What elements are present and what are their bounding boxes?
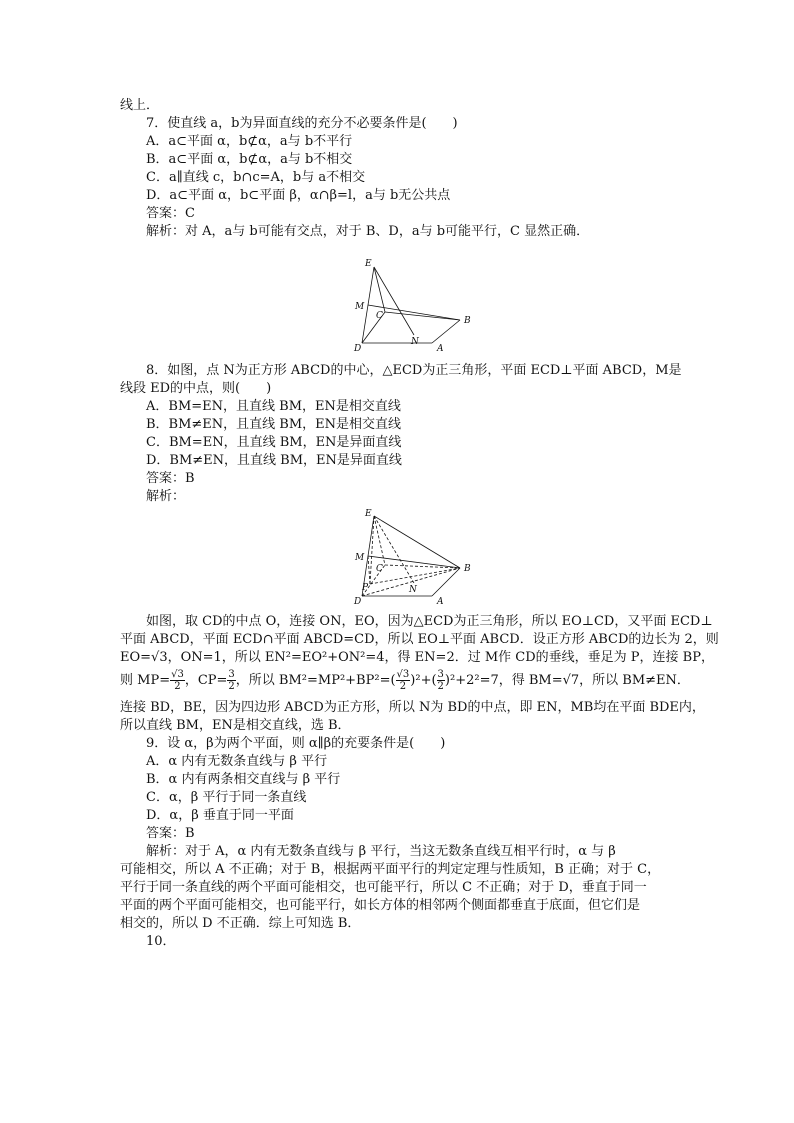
question-9: 9．设 α，β为两个平面，则 α∥β的充要条件是( ) <box>146 736 446 751</box>
fraction-numerator: √3 <box>171 669 184 680</box>
label-M: M <box>355 302 365 312</box>
fraction-numerator: 3 <box>228 669 235 680</box>
label-E: E <box>365 509 372 519</box>
fraction-numerator: √3 <box>396 669 410 680</box>
analysis-8-formula-line <box>120 668 690 694</box>
label-N: N <box>409 585 417 595</box>
option-7a: A．a⊂平面 α，b⊄α，a与 b不平行 <box>146 134 353 149</box>
label-M: M <box>355 553 365 563</box>
analysis-8-line-6: 所以直线 BM，EN是相交直线，选 B． <box>120 718 351 733</box>
fraction-denominator: 2 <box>228 681 235 692</box>
analysis-8-line-5: 连接 BD，BE，因为四边形 ABCD为正方形，所以 N为 BD的中点，即 EN，MB均在平面 BDE内， <box>120 700 705 715</box>
label-D: D <box>354 344 362 354</box>
analysis-8-line-2: 平面 ABCD，平面 ECD∩平面 ABCD=CD，所以 EO⊥平面 ABCD．设正方形 ABCD的边长为 2，则 <box>120 632 719 647</box>
option-8d: D．BM≠EN，且直线 BM，EN是异面直线 <box>146 453 402 468</box>
fraction-3-over-2 <box>437 669 445 692</box>
fraction-denominator: 2 <box>174 681 181 692</box>
text-line: 线上． <box>120 98 160 113</box>
fraction-denominator: 2 <box>437 681 444 692</box>
analysis-9-line-3: 平行于同一条直线的两个平面可能相交，也可能平行，所以 C 不正确；对于 D，垂直于同一 <box>120 880 647 895</box>
analysis-8-line-3: EO=√3，ON=1，所以 EN²=EO²+ON²=4，得 EN=2．过 M作 CD的垂线，垂足为 P，连接 BP， <box>120 650 714 665</box>
option-9a: A．α 内有无数条直线与 β 平行 <box>146 754 328 769</box>
fraction-denominator: 2 <box>399 681 407 692</box>
question-8-cont: 线段 ED的中点，则( ) <box>120 381 272 396</box>
question-7: 7．使直线 a，b为异面直线的充分不必要条件是( ) <box>146 116 458 131</box>
figure-2 <box>345 508 480 608</box>
label-A: A <box>437 597 444 607</box>
option-9b: B．α 内有两条相交直线与 β 平行 <box>146 772 341 787</box>
option-9d: D．α，β 垂直于同一平面 <box>146 808 294 823</box>
formula-tail: )²+2²=7，得 BM=√7，所以 BM≠EN． <box>444 673 690 688</box>
option-7b: B．a⊂平面 α，b⊄α，a与 b不相交 <box>146 152 353 167</box>
option-8a: A．BM=EN，且直线 BM，EN是相交直线 <box>146 399 401 414</box>
label-E: E <box>365 259 372 269</box>
fraction-root3-over-2 <box>396 669 411 692</box>
label-A: A <box>437 344 444 354</box>
option-7d: D．a⊂平面 α，b⊂平面 β，α∩β=l，a与 b无公共点 <box>146 188 451 203</box>
label-P: P <box>362 583 369 593</box>
label-B: B <box>464 564 471 574</box>
label-B: B <box>464 316 471 326</box>
question-8: 8．如图，点 N为正方形 ABCD的中心，△ECD为正三角形，平面 ECD⊥平面 ABCD，M是 <box>146 363 682 378</box>
fraction-cp <box>227 669 235 692</box>
fraction-numerator: 3 <box>437 669 444 680</box>
analysis-9-line-1: 解析：对于 A，α 内有无数条直线与 β 平行，当这无数条直线互相平行时，α 与 β <box>146 844 616 859</box>
question-10: 10． <box>146 934 176 949</box>
formula-prefix: 则 MP= <box>120 673 171 688</box>
formula-text: ，所以 BM²=MP²+BP²=( <box>235 673 396 688</box>
analysis-9-line-4: 平面的两个平面可能相交，也可能平行，如长方体的相邻两个侧面都垂直于底面，但它们是 <box>120 898 641 913</box>
fraction-mp <box>170 669 185 692</box>
option-9c: C．α，β 平行于同一条直线 <box>146 790 307 805</box>
answer-8: 答案：B <box>146 471 195 486</box>
label-C: C <box>376 564 383 574</box>
label-C: C <box>376 311 383 321</box>
option-8c: C．BM=EN，且直线 BM，EN是异面直线 <box>146 435 402 450</box>
answer-9: 答案：B <box>146 826 195 841</box>
figure-1 <box>345 255 480 355</box>
answer-7: 答案：C <box>146 206 195 221</box>
label-D: D <box>354 597 362 607</box>
analysis-7: 解析：对 A，a与 b可能有交点，对于 B、D，a与 b可能平行，C 显然正确． <box>146 224 590 239</box>
analysis-8-line-1: 如图，取 CD的中点 O，连接 ON，EO，因为△ECD为正三角形，所以 EO⊥CD，又平面 ECD⊥ <box>146 614 713 629</box>
formula-text: )²+( <box>410 673 437 688</box>
option-7c: C．a∥直线 c，b∩c=A，b与 a不相交 <box>146 170 366 185</box>
analysis-9-line-5: 相交的，所以 D 不正确．综上可知选 B． <box>120 916 361 931</box>
analysis-9-line-2: 可能相交，所以 A 不正确；对于 B，根据两平面平行的判定定理与性质知，B 正确；对于 C， <box>120 862 661 877</box>
label-N: N <box>411 337 419 347</box>
analysis-8-label: 解析： <box>146 489 186 504</box>
formula-text: ，CP= <box>184 673 228 688</box>
option-8b: B．BM≠EN，且直线 BM，EN是相交直线 <box>146 417 402 432</box>
